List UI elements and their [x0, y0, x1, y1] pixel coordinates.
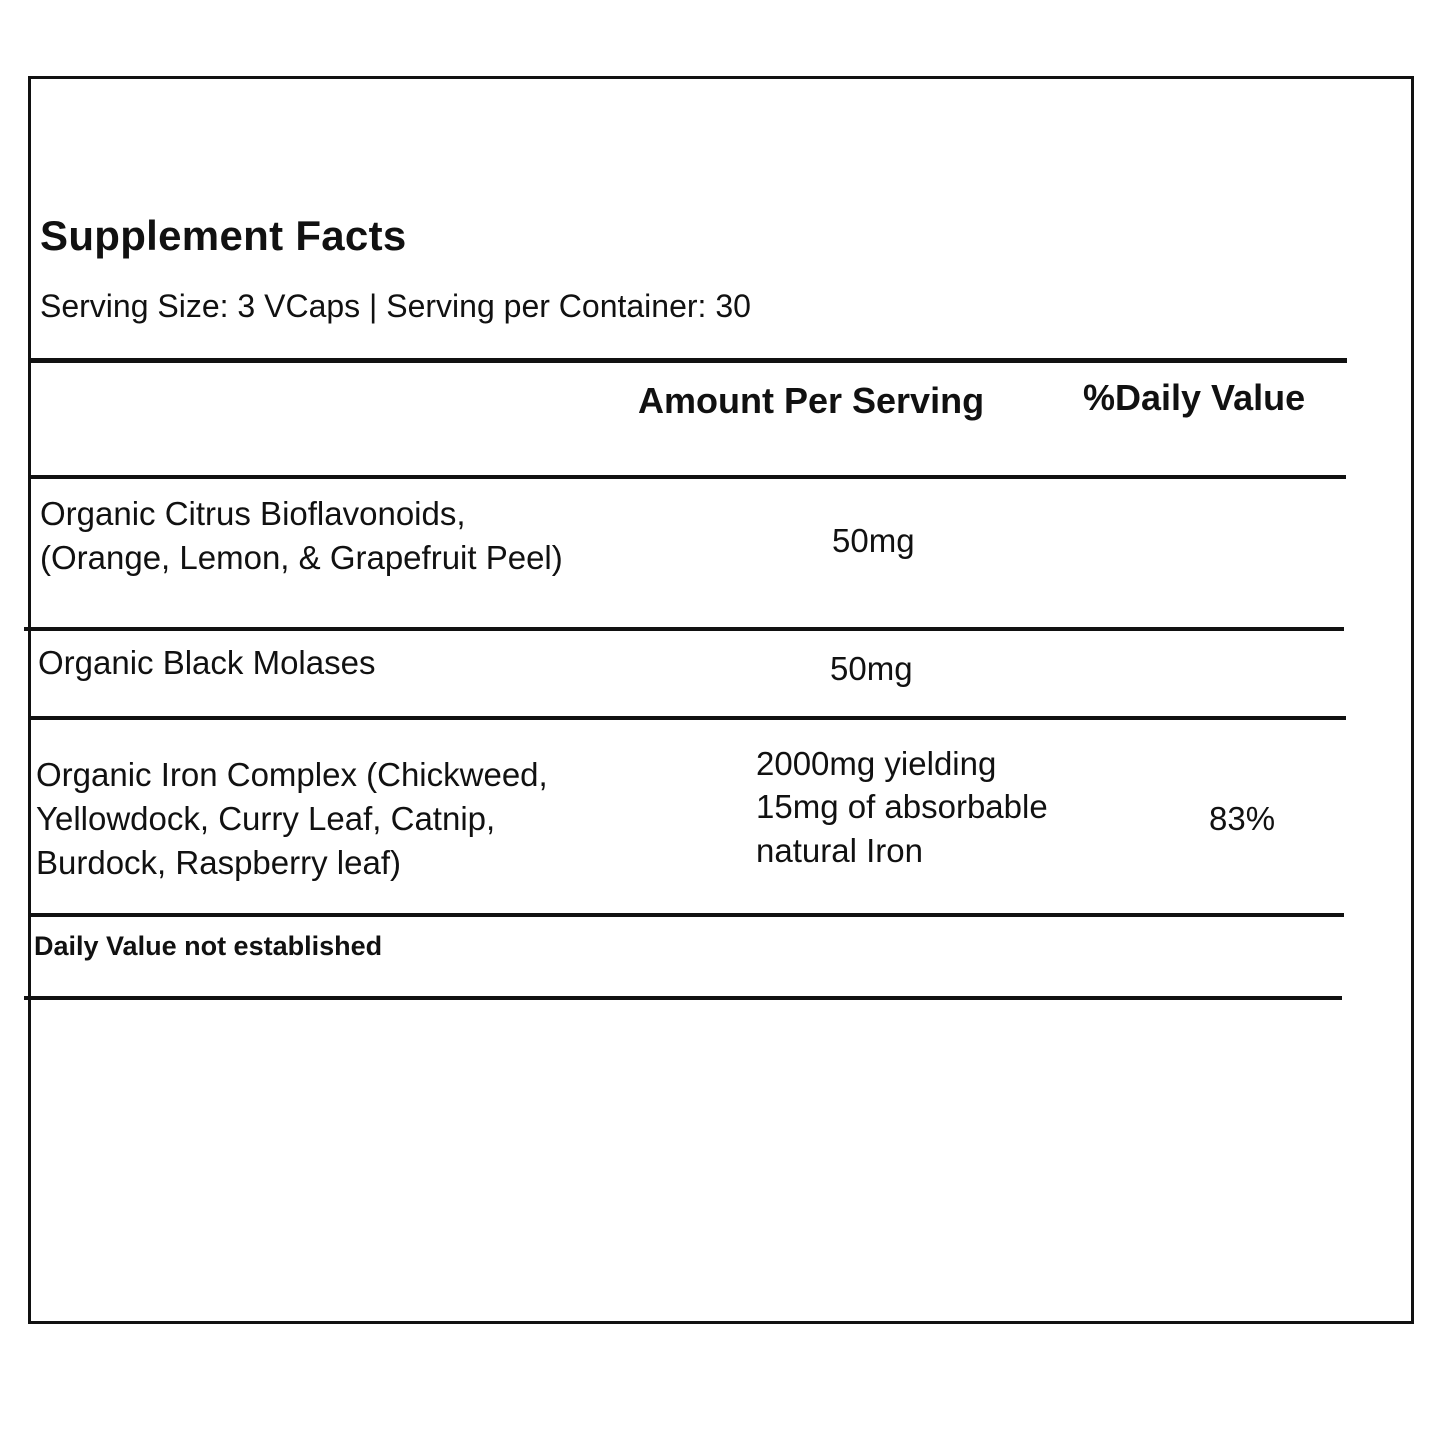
ingredient-amount-iron-line-2: 15mg of absorbable [756, 788, 1048, 825]
row-divider-1 [24, 627, 1344, 631]
header-bottom-rule [28, 475, 1346, 479]
row-divider-2 [28, 716, 1346, 720]
footnote: Daily Value not established [34, 931, 383, 961]
ingredient-daily-value-iron: 83% [1209, 800, 1276, 837]
ingredient-name-citrus-line-1: Organic Citrus Bioflavonoids, [40, 495, 466, 532]
ingredient-amount-citrus: 50mg [832, 522, 915, 559]
ingredient-amount-iron-line-1: 2000mg yielding [756, 745, 997, 782]
ingredient-name-citrus-line-2: (Orange, Lemon, & Grapefruit Peel) [40, 539, 563, 576]
header-top-rule [28, 358, 1347, 363]
ingredient-name-iron-line-1: Organic Iron Complex (Chickweed, [36, 756, 548, 793]
label-title: Supplement Facts [40, 212, 407, 259]
ingredient-name-molases: Organic Black Molases [38, 644, 376, 681]
ingredient-name-iron-line-3: Burdock, Raspberry leaf) [36, 844, 401, 881]
row-divider-3 [28, 913, 1344, 917]
ingredient-name-iron-line-2: Yellowdock, Curry Leaf, Catnip, [36, 800, 496, 837]
footer-rule [24, 996, 1342, 1000]
column-header-daily-value: %Daily Value [1083, 377, 1306, 418]
label-frame [28, 76, 1414, 1324]
ingredient-amount-molases: 50mg [830, 650, 913, 687]
serving-info: Serving Size: 3 VCaps | Serving per Container: 30 [40, 288, 751, 324]
column-header-amount: Amount Per Serving [638, 380, 985, 421]
ingredient-amount-iron-line-3: natural Iron [756, 832, 923, 869]
